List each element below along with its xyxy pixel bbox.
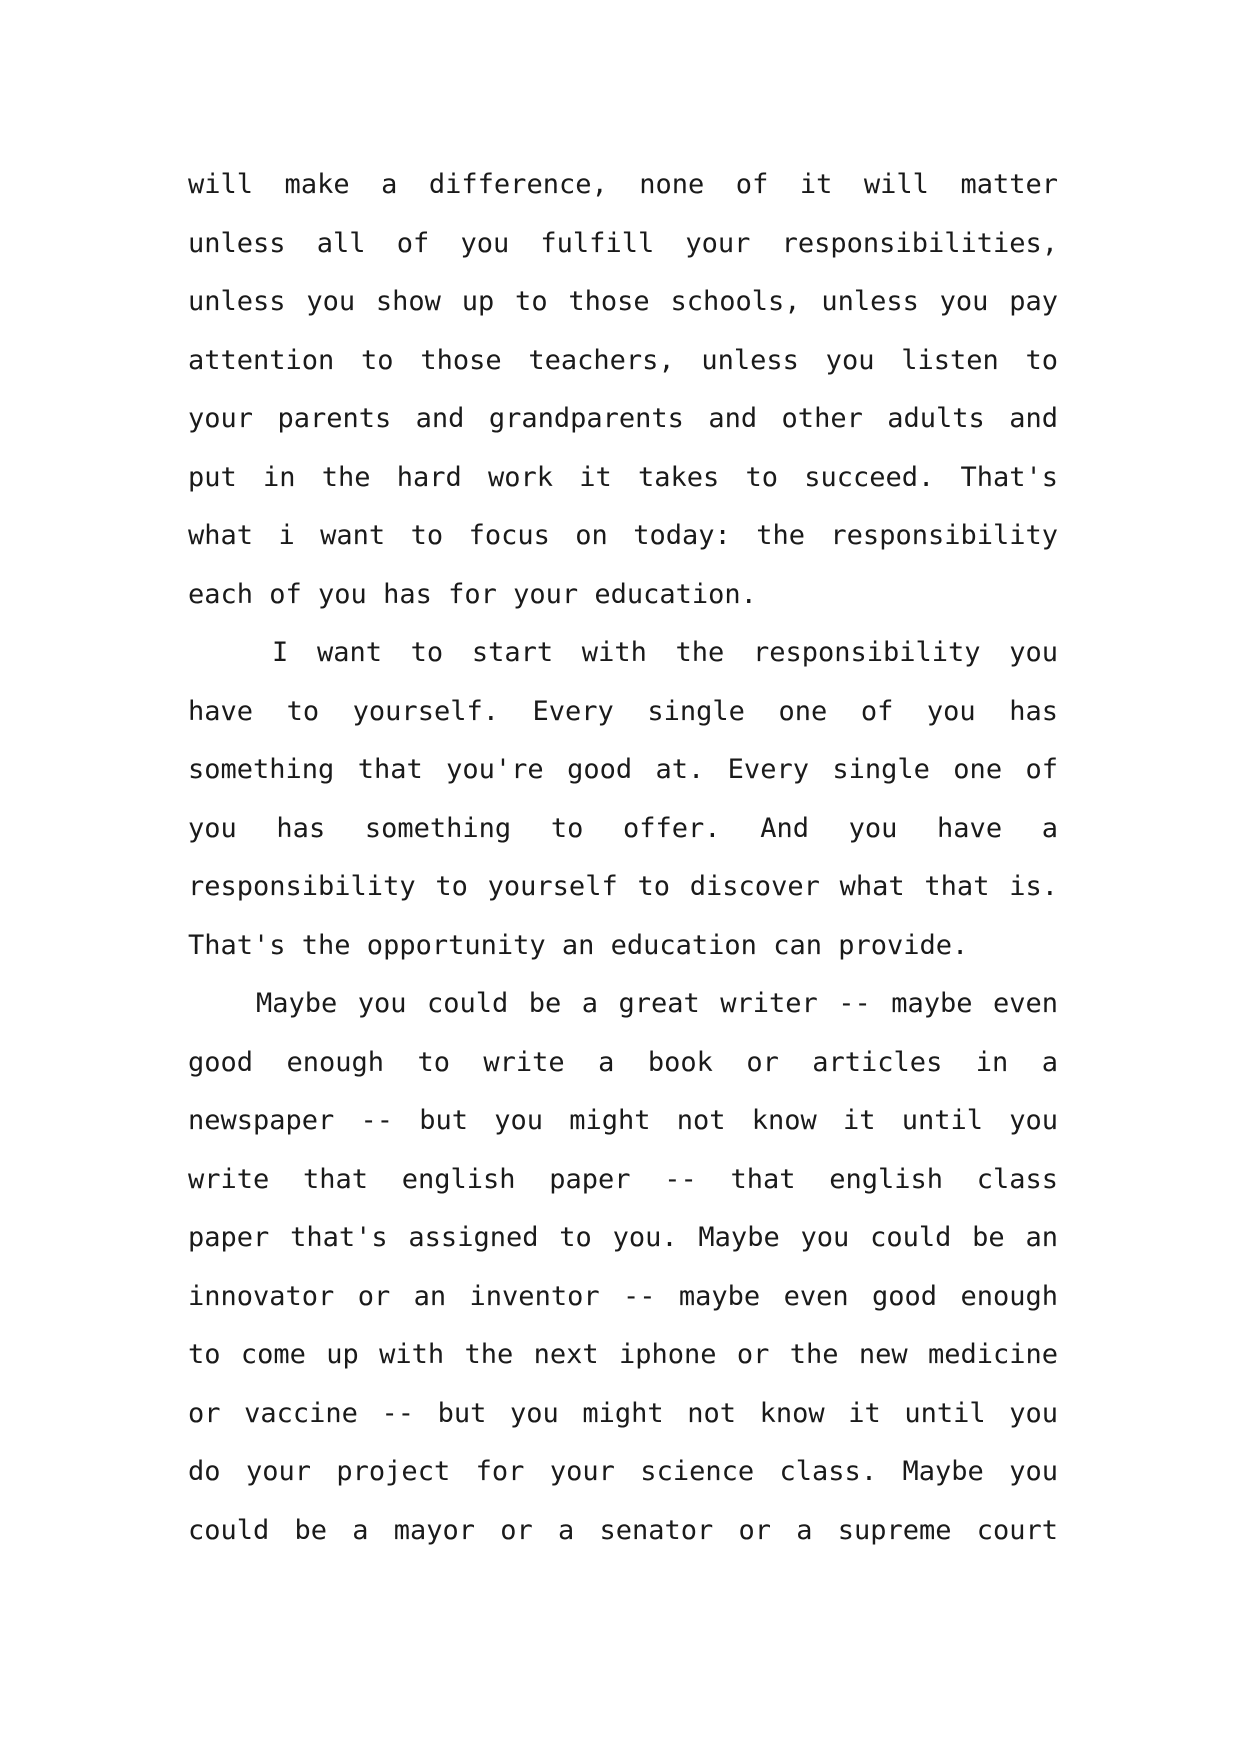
text-line: attention to those teachers, unless you listen to bbox=[188, 344, 1058, 376]
text-line: unless all of you fulfill your responsibilities, bbox=[188, 227, 1058, 259]
text-line: Maybe you could be a great writer -- maybe even bbox=[256, 988, 1058, 1019]
body-text bbox=[188, 156, 1058, 1560]
text-line: put in the hard work it takes to succeed. That's bbox=[188, 461, 1058, 493]
text-line: will make a difference, none of it will matter bbox=[188, 169, 1058, 200]
text-line: write that english paper -- that english class bbox=[188, 1163, 1058, 1195]
text-line: what i want to focus on today: the responsibility bbox=[188, 520, 1058, 551]
text-line: could be a mayor or a senator or a supreme court bbox=[188, 1514, 1058, 1546]
text-line: you has something to offer. And you have a bbox=[188, 812, 1058, 844]
text-line: something that you're good at. Every single one of bbox=[188, 754, 1058, 785]
paragraph-2 bbox=[188, 624, 1058, 975]
text-line: paper that's assigned to you. Maybe you could be an bbox=[188, 1222, 1058, 1253]
paragraph-3 bbox=[188, 975, 1058, 1560]
text-line: innovator or an inventor -- maybe even good enough bbox=[188, 1280, 1058, 1312]
text-line: responsibility to yourself to discover what that is. bbox=[188, 871, 1058, 902]
text-line: to come up with the next iphone or the new medicine bbox=[188, 1339, 1058, 1370]
text-line: unless you show up to those schools, unless you pay bbox=[188, 286, 1058, 317]
text-line: I want to start with the responsibility you bbox=[272, 637, 1058, 668]
text-line: each of you has for your education. bbox=[188, 578, 757, 610]
text-line: have to yourself. Every single one of you has bbox=[188, 695, 1058, 727]
text-line: newspaper -- but you might not know it until you bbox=[188, 1105, 1058, 1136]
text-line: do your project for your science class. Maybe you bbox=[188, 1456, 1058, 1487]
paragraph-1 bbox=[188, 156, 1058, 624]
text-line: or vaccine -- but you might not know it until you bbox=[188, 1397, 1058, 1429]
text-line: good enough to write a book or articles in a bbox=[188, 1046, 1058, 1078]
text-line: your parents and grandparents and other adults and bbox=[188, 403, 1058, 434]
text-line: That's the opportunity an education can provide. bbox=[188, 929, 969, 961]
